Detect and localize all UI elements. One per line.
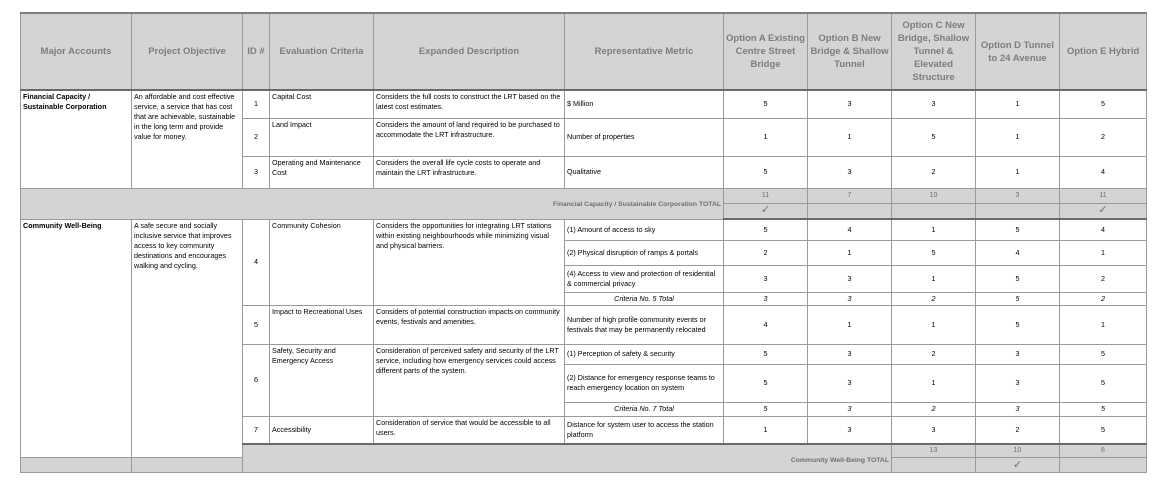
score-a: 5 [724,344,808,364]
criteria-total-c: 2 [892,292,976,305]
score-b: 3 [808,416,892,444]
score-d: 4 [976,240,1060,265]
metric-cell: (1) Amount of access to sky [565,219,724,240]
row-id: 5 [243,305,270,344]
header-major-accounts: Major Accounts [21,13,132,90]
criteria-cell: Impact to Recreational Uses [270,305,374,344]
row-id: 1 [243,90,270,118]
score-b: 3 [808,344,892,364]
description-cell: Considers the full costs to construct the LRT based on the latest cost estimates. [374,90,565,118]
score-a: 2 [724,240,808,265]
score-a: 1 [724,118,808,156]
criteria-total-d: 5 [976,292,1060,305]
community-total-label: Community Well-Being TOTAL [243,444,892,473]
total-a: 13 [892,444,976,458]
account-community: Community Well-Being [21,219,132,458]
score-c: 1 [892,305,976,344]
score-c: 3 [892,90,976,118]
header-option-a: Option A Existing Centre Street Bridge [724,13,808,90]
metric-cell: (2) Physical disruption of ramps & portals [565,240,724,265]
score-b: 3 [808,90,892,118]
description-cell: Considers of potential construction impacts on community events, festivals and amenities. [374,305,565,344]
criteria-total-c: 2 [892,402,976,416]
score-c: 5 [892,118,976,156]
description-cell: Considers the overall life cycle costs to operate and maintain the LRT infrastructure. [374,156,565,188]
metric-cell: Qualitative [565,156,724,188]
objective-community: A safe secure and socially inclusive service that improves access to key community destinations and encourages walking and cycling. [132,219,243,458]
header-project-objective: Project Objective [132,13,243,90]
description-cell: Consideration of service that would be accessible to all users. [374,416,565,444]
total-d: 3 [976,188,1060,203]
score-d: 2 [976,416,1060,444]
criteria-cell: Safety, Security and Emergency Access [270,344,374,416]
score-a: 5 [724,90,808,118]
total-e: 11 [1060,188,1147,203]
row-id: 6 [243,344,270,416]
row-id: 7 [243,416,270,444]
evaluation-matrix [20,12,1147,473]
check-mark-icon [892,203,976,219]
description-cell: Consideration of perceived safety and security of the LRT service, including how emergency services could access different parts of the system. [374,344,565,416]
check-mark-icon [1060,458,1147,473]
score-b: 1 [808,118,892,156]
table-row [21,219,1147,240]
metric-cell: (1) Perception of safety & security [565,344,724,364]
criteria-cell: Operating and Maintenance Cost [270,156,374,188]
score-b: 1 [808,305,892,344]
criteria-total-d: 3 [976,402,1060,416]
score-b: 4 [808,219,892,240]
check-mark-icon [808,203,892,219]
score-a: 1 [724,416,808,444]
check-mark-icon: ✓ [976,458,1060,473]
score-c: 1 [892,265,976,292]
score-d: 5 [976,265,1060,292]
check-mark-icon: ✓ [724,203,808,219]
metric-cell: (4) Access to view and protection of residential & commercial privacy [565,265,724,292]
score-d: 5 [976,219,1060,240]
financial-total-label: Financial Capacity / Sustainable Corporation TOTAL [21,188,724,219]
score-a: 3 [724,265,808,292]
table-row [21,90,1147,118]
check-mark-icon [21,458,132,473]
score-e: 2 [1060,118,1147,156]
row-id: 2 [243,118,270,156]
total-c: 10 [892,188,976,203]
score-e: 5 [1060,344,1147,364]
score-d: 1 [976,156,1060,188]
score-d: 5 [976,305,1060,344]
header-option-e: Option E Hybrid [1060,13,1147,90]
account-financial: Financial Capacity / Sustainable Corporation [21,90,132,188]
score-e: 2 [1060,265,1147,292]
header-option-c: Option C New Bridge, Shallow Tunnel & Elevated Structure [892,13,976,90]
score-e: 1 [1060,240,1147,265]
score-e: 4 [1060,219,1147,240]
score-c: 5 [892,240,976,265]
score-a: 5 [724,156,808,188]
metric-cell: Distance for system user to access the station platform [565,416,724,444]
financial-total-row [21,188,1147,203]
criteria-cell: Land Impact [270,118,374,156]
check-mark-icon [976,203,1060,219]
header-representative-metric: Representative Metric [565,13,724,90]
score-e: 5 [1060,416,1147,444]
check-mark-icon [892,458,976,473]
criteria-total-a: 5 [724,402,808,416]
criteria-total-e: 2 [1060,292,1147,305]
header-id: ID # [243,13,270,90]
score-b: 1 [808,240,892,265]
score-e: 4 [1060,156,1147,188]
criteria-total-label: Criteria No. 7 Total [565,402,724,416]
criteria-cell: Accessibility [270,416,374,444]
score-d: 1 [976,90,1060,118]
criteria-total-b: 3 [808,402,892,416]
row-id: 3 [243,156,270,188]
total-c: 8 [1060,444,1147,458]
score-d: 3 [976,344,1060,364]
score-b: 3 [808,364,892,402]
criteria-cell: Community Cohesion [270,219,374,305]
evaluation-table [20,12,1147,473]
criteria-cell: Capital Cost [270,90,374,118]
header-option-b: Option B New Bridge & Shallow Tunnel [808,13,892,90]
header-evaluation-criteria: Evaluation Criteria [270,13,374,90]
total-b: 10 [976,444,1060,458]
row-id: 4 [243,219,270,305]
score-c: 1 [892,364,976,402]
score-a: 5 [724,219,808,240]
metric-cell: $ Million [565,90,724,118]
total-a: 11 [724,188,808,203]
metric-cell: Number of properties [565,118,724,156]
description-cell: Considers the amount of land required to be purchased to accommodate the LRT infrastructure. [374,118,565,156]
objective-financial: An affordable and cost effective service, a service that has cost that are achievable, sustainable in the long term and provide value for money. [132,90,243,188]
score-e: 5 [1060,364,1147,402]
score-a: 4 [724,305,808,344]
score-a: 5 [724,364,808,402]
score-d: 1 [976,118,1060,156]
score-b: 3 [808,265,892,292]
score-c: 3 [892,416,976,444]
score-c: 1 [892,219,976,240]
score-e: 1 [1060,305,1147,344]
metric-cell: (2) Distance for emergency response teams to reach emergency location on system [565,364,724,402]
score-d: 3 [976,364,1060,402]
criteria-total-b: 3 [808,292,892,305]
criteria-total-a: 3 [724,292,808,305]
criteria-total-label: Criteria No. 5 Total [565,292,724,305]
score-b: 3 [808,156,892,188]
score-e: 5 [1060,90,1147,118]
check-mark-icon: ✓ [1060,203,1147,219]
criteria-total-e: 5 [1060,402,1147,416]
header-row [21,13,1147,90]
description-cell: Considers the opportunities for integrating LRT stations within existing neighbourhoods while minimizing visual and physical barriers. [374,219,565,305]
score-c: 2 [892,344,976,364]
metric-cell: Number of high profile community events or festivals that may be permanently relocated [565,305,724,344]
check-mark-icon [132,458,243,473]
score-c: 2 [892,156,976,188]
header-expanded-description: Expanded Description [374,13,565,90]
header-option-d: Option D Tunnel to 24 Avenue [976,13,1060,90]
total-b: 7 [808,188,892,203]
